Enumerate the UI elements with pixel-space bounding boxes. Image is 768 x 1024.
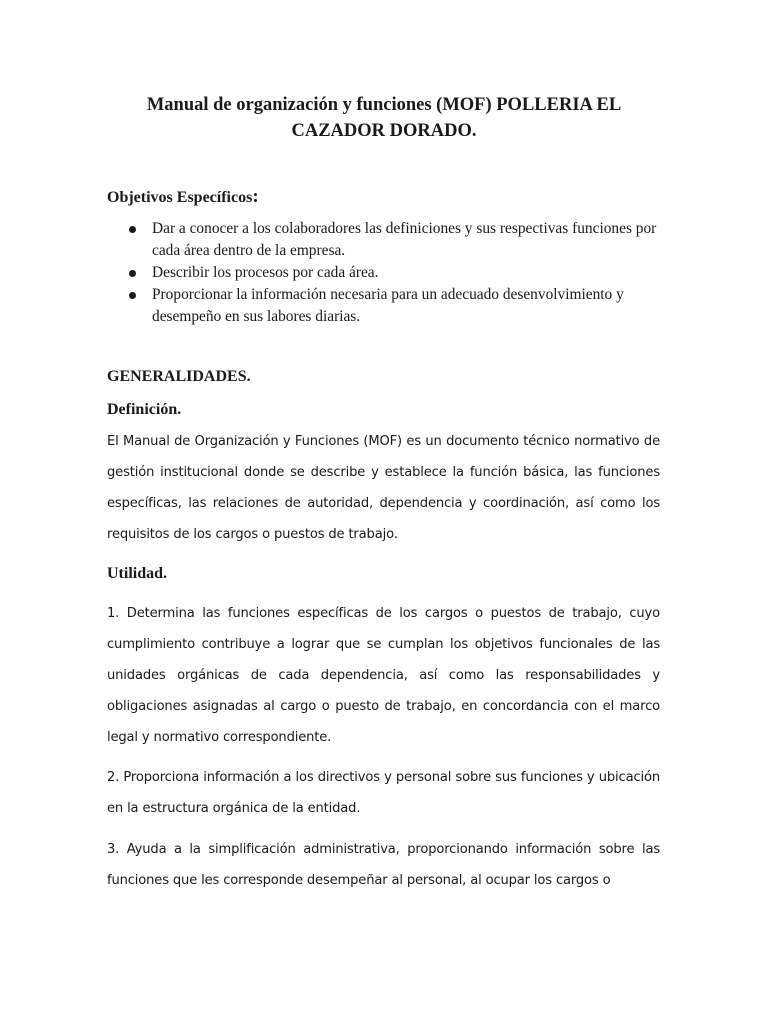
definicion-paragraph: El Manual de Organización y Funciones (MOF) es un documento técnico normativo de gestión institucional donde se describe y establece la función básica, las funciones específicas, las relaciones de autoridad, dependencia y coordinación, así como los requisitos de los cargos o puestos de trabajo. [107,434,660,542]
bullet-icon [129,226,136,233]
objective-item [107,262,667,284]
objective-item [107,284,667,328]
objective-text: Describir los procesos por cada área. [152,264,379,281]
document-title: Manual de organización y funciones (MOF) POLLERIA EL CAZADOR DORADO. [146,95,622,141]
objective-text: Proporcionar la información necesaria para un adecuado desenvolvimiento y desempeño en sus labores diarias. [152,286,624,325]
utilidad-item-3: 3. Ayuda a la simplificación administrativa, proporcionando información sobre las funciones que les corresponde desempeñar al personal, al ocupar los cargos o [107,842,660,888]
utilidad-item-2: 2. Proporciona información a los directivos y personal sobre sus funciones y ubicación en la estructura orgánica de la entidad. [107,770,660,816]
objective-item [107,218,667,262]
generalidades-heading: GENERALIDADES. [107,368,251,385]
utilidad-item-1: 1. Determina las funciones específicas de los cargos o puestos de trabajo, cuyo cumplimiento contribuye a lograr que se cumplan los objetivos funcionales de las unidades orgánicas de cada dependencia, así como las responsabilidades y obligaciones asignadas al cargo o puesto de trabajo, en concordancia con el marco legal y normativo correspondiente. [107,606,660,745]
objective-text: Dar a conocer a los colaboradores las definiciones y sus respectivas funciones por cada área dentro de la empresa. [152,220,657,259]
objectives-heading [107,186,259,208]
bullet-icon [129,270,136,277]
bullet-icon [129,292,136,299]
objectives-list [107,218,667,328]
utilidad-heading: Utilidad. [107,565,168,582]
definicion-heading: Definición. [107,401,182,418]
objectives-heading-text: Objetivos Específicos [107,189,253,206]
objectives-heading-colon: : [252,186,259,207]
